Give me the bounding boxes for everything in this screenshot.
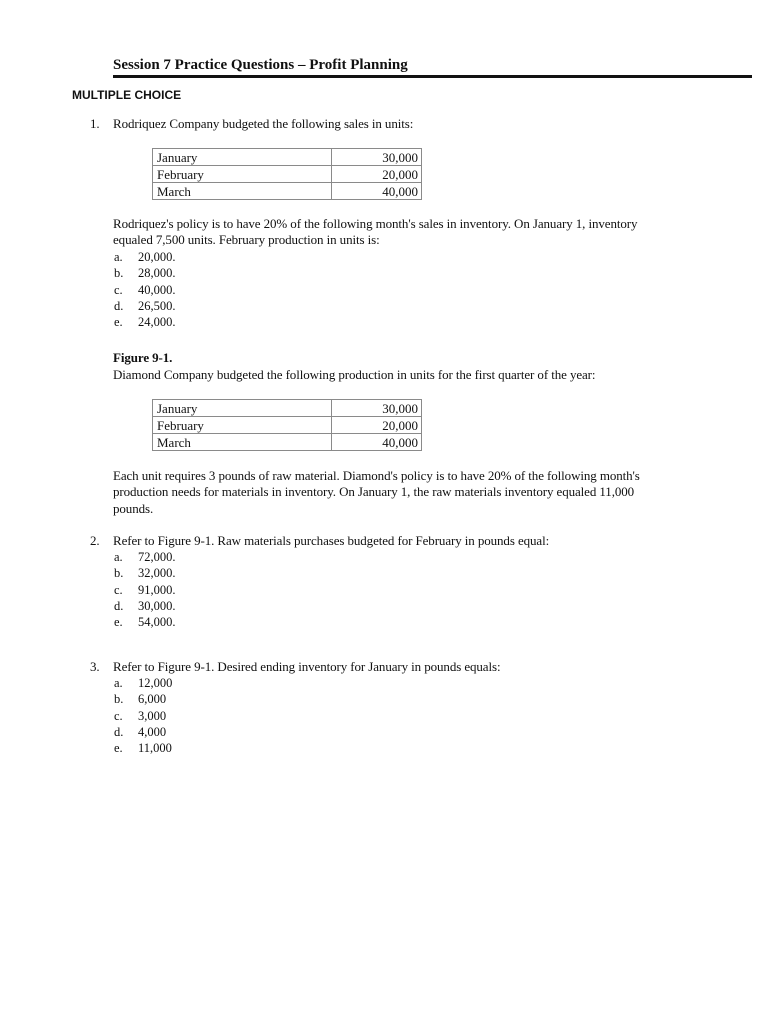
option-item (114, 314, 176, 330)
option-item (114, 708, 172, 724)
option-text: 26,500. (138, 298, 176, 313)
title-rule (113, 75, 752, 78)
table-cell-value: 30,000 (332, 149, 422, 166)
table-row (153, 166, 422, 183)
option-item (114, 549, 176, 565)
paragraph-line: Each unit requires 3 pounds of raw material. Diamond's policy is to have 20% of the following month's (113, 468, 640, 483)
option-item (114, 298, 176, 314)
option-item (114, 691, 172, 707)
table-cell-month: January (153, 400, 332, 417)
sales-table (152, 148, 422, 200)
option-text: 32,000. (138, 566, 176, 581)
table-row (153, 149, 422, 166)
question-3-number: 3. (90, 659, 100, 674)
option-letter: e. (114, 615, 123, 630)
option-text: 11,000 (138, 741, 172, 756)
table-row (153, 434, 422, 451)
table-cell-value: 20,000 (332, 417, 422, 434)
paragraph-line: equaled 7,500 units. February production in units is: (113, 232, 380, 248)
option-text: 24,000. (138, 315, 176, 330)
table-cell-month: March (153, 183, 332, 200)
option-item (114, 675, 172, 691)
option-letter: e. (114, 315, 123, 330)
page-title: Session 7 Practice Questions – Profit Planning (113, 57, 408, 73)
option-item (114, 598, 176, 614)
option-item (114, 265, 176, 281)
option-letter: d. (114, 298, 124, 313)
option-letter: b. (114, 692, 124, 707)
table-cell-value: 20,000 (332, 166, 422, 183)
option-letter: c. (114, 582, 123, 597)
option-item (114, 249, 176, 265)
option-text: 91,000. (138, 582, 176, 597)
paragraph-line: pounds. (113, 500, 154, 516)
option-letter: a. (114, 676, 123, 690)
table-cell-value: 30,000 (332, 400, 422, 417)
option-text: 4,000 (138, 724, 167, 739)
question-1-paragraph (113, 216, 713, 249)
paragraph-line: production needs for materials in inventory. On January 1, the raw materials inventory equaled 11,000 (113, 484, 635, 500)
option-letter: c. (114, 708, 123, 723)
option-letter: d. (114, 724, 124, 739)
table-cell-month: February (153, 166, 332, 183)
option-letter: a. (114, 250, 123, 264)
table-cell-value: 40,000 (332, 183, 422, 200)
option-text: 6,000 (138, 692, 167, 707)
table-cell-month: January (153, 149, 332, 166)
paragraph-line: Rodriquez's policy is to have 20% of the following month's sales in inventory. On January 1, inventory (113, 216, 638, 231)
option-item (114, 565, 176, 581)
option-item (114, 740, 172, 756)
option-item (114, 724, 172, 740)
question-2-options (114, 549, 176, 630)
option-text: 54,000. (138, 615, 176, 630)
option-text: 28,000. (138, 266, 176, 281)
question-3-stem: Refer to Figure 9-1. Desired ending inventory for January in pounds equals: (113, 659, 501, 674)
table-row (153, 417, 422, 434)
table-cell-month: March (153, 434, 332, 451)
option-text: 3,000 (138, 708, 167, 723)
question-3-options (114, 675, 172, 756)
option-letter: b. (114, 566, 124, 581)
option-text: 40,000. (138, 282, 176, 297)
option-item (114, 282, 176, 298)
option-letter: c. (114, 282, 123, 297)
option-letter: a. (114, 550, 123, 564)
option-letter: d. (114, 598, 124, 613)
figure-paragraph (113, 468, 713, 517)
option-item (114, 582, 176, 598)
question-1-options (114, 249, 176, 330)
option-text: 72,000. (138, 550, 176, 564)
question-1-stem: Rodriquez Company budgeted the following sales in units: (113, 116, 414, 131)
table-row (153, 183, 422, 200)
option-item (114, 614, 176, 630)
question-2-stem: Refer to Figure 9-1. Raw materials purchases budgeted for February in pounds equal: (113, 533, 550, 548)
section-heading: MULTIPLE CHOICE (72, 88, 182, 102)
table-cell-month: February (153, 417, 332, 434)
table-row (153, 400, 422, 417)
table-cell-value: 40,000 (332, 434, 422, 451)
question-2-number: 2. (90, 533, 100, 548)
figure-label: Figure 9-1. (113, 350, 173, 365)
question-1-number: 1. (90, 116, 100, 131)
figure-intro: Diamond Company budgeted the following production in units for the first quarter of the year: (113, 367, 596, 382)
option-letter: b. (114, 266, 124, 281)
option-text: 20,000. (138, 250, 176, 264)
option-letter: e. (114, 741, 123, 756)
option-text: 12,000 (138, 676, 173, 690)
production-table (152, 399, 422, 451)
option-text: 30,000. (138, 598, 176, 613)
